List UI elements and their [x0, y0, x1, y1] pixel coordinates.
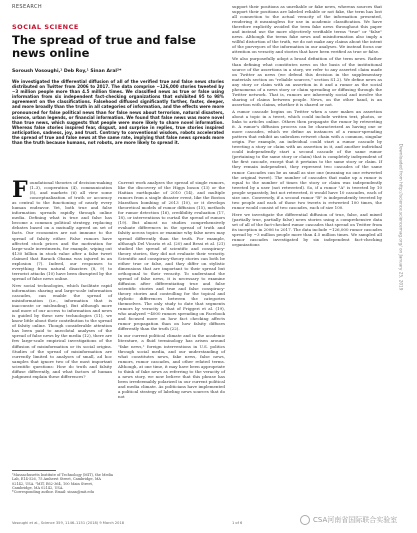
body-paragraph: New social technologies, which facilitate rapid information sharing and large-scale information cascades, can enable the spread of misinformation (i.e., information that is inaccurate or misleading). But although more and more of our access to information and news is guided by these new technologies (11), we know little about their contribution to the spread of falsity online. Though considerable attention has been paid to anecdotal analyses of the spread of false news by the media (12), there are few large-scale empirical investigations of the diffusion of misinformation or its social origins. Studies of the spread of misinformation are currently limited to analyses of small, ad hoc samples that ignore two of the most important scientific questions: How do truth and falsity diffuse differently, and what factors of human judgment explain these differences? — [12, 282, 112, 379]
author-affiliations — [12, 473, 114, 494]
abstract: We investigated the differential diffusion of all of the verified true and false news stories distributed on Twitter from 2006 to 2017. The data comprise ~126,000 stories tweeted by ~3 million people more than 4.5 million times. We classified news as true or false using information from six independent fact-checking organizations that exhibited 95 to 98% agreement on the classifications. Falsehood diffused significantly farther, faster, deeper, and more broadly than the truth in all categories of information, and the effects were more pronounced for false political news than for false news about terrorism, natural disasters, science, urban legends, or financial information. We found that false news was more novel than true news, which suggests that people were more likely to share novel information. Whereas false stories inspired fear, disgust, and surprise in replies, true stories inspired anticipation, sadness, joy, and trust. Contrary to conventional wisdom, robots accelerated the spread of true and false news at the same rate, implying that false news spreads more than the truth because humans, not robots, are more likely to spread it. — [12, 79, 224, 146]
body-text: oundational theories of decision-making (1–3), cooperation (4), communication (5), and markets (6) all view some conceptualization of truth or accuracy as central to the functioning of nearly every human endeavor. Yet, both true and false information spreads rapidly through online media. Defining what is true and false has become a common political strategy, replacing debates based on a mutually agreed on set of facts. Our economies are not immune to the spread of falsity either. False rumors have affected stock prices and the motivation for large-scale investments, for example, wiping out $130 billion in stock value after a false tweet claimed that Barack Obama was injured in an explosion (7). Indeed, our responses to everything from natural disasters (8, 9) to terrorist attacks (10) have been disrupted by the spread of false news online. — [12, 180, 112, 281]
footnote-divider — [12, 470, 56, 471]
download-stamp-text: Downloaded from http://science.sciencemag.org/ on January 25, 2019 — [398, 143, 404, 291]
body-paragraph: In our current political climate and in the academic literature, a fluid terminology has arisen around "fake news," foreign interventions in U.S. politics through social media, and our understanding of what constitutes news, fake news, false news, rumors, rumor cascades, and other related terms. Although, at one time, it may have been appropriate to think of fake news as referring to the veracity of a news story, we now believe that this phrase has been irredeemably polarized in our current political and media climate. As politicians have implemented a political strategy of labeling news sources that do not — [118, 333, 225, 399]
body-paragraph: Current work analyzes the spread of single rumors, like the discovery of the Higgs boson (13) or the Haitian earthquake of 2010 (14), and multiple rumors from a single disaster event, like the Boston Marathon bombing of 2013 (10), or it develops theoretical models of rumor diffusion (15), methods for rumor detection (16), credibility evaluation (17, 18), or interventions to curtail the spread of rumors (19). But almost no studies comprehensively evaluate differences in the spread of truth and falsity across topics or examine why false news may spread differently than the truth. For example, although Del Vicario et al. (20) and Bessi et al. (21) studied the spread of scientific and conspiracy-theory stories, they did not evaluate their veracity. Scientific and conspiracy-theory stories can both be either true or false, and they differ on stylistic dimensions that are important to their spread but orthogonal to their veracity. To understand the spread of false news, it is necessary to examine diffusion after differentiating true and false scientific stories and true and false conspiracy-theory stories and controlling for the topical and stylistic differences between the categories themselves. The only study to date that segments rumors by veracity is that of Friggeri et al. (19), who analyzed ~4000 rumors spreading on Facebook and focused more on how fact checking affects rumor propagation than on how falsity diffuses differently than the truth (22). — [118, 180, 225, 332]
body-paragraph — [12, 177, 112, 281]
watermark — [300, 515, 397, 525]
body-column-3 — [232, 4, 382, 249]
corresponding-author: *Corresponding author. Email: sinan@mit.edu — [12, 490, 94, 495]
body-column-2 — [118, 180, 225, 401]
body-paragraph: Here we investigate the differential diffusion of true, false, and mixed (partially true, partially false) news stories using a comprehensive data set of all of the fact-checked rumor cascades that spread on Twitter from its inception in 2006 to 2017. The data include ~126,000 rumor cascades spread by ~3 million people more than 4.5 million times. We sampled all rumor cascades investigated by six independent fact-checking organizations — [232, 211, 382, 248]
affiliation-text: ¹Massachusetts Institute of Technology (MIT), the Media Lab, E14-526, 75 Amherst Street, Cambridge, MA 02142, USA. ²MIT, E62-364, 100 Main Street, Cambridge, MA 02142, USA. — [12, 473, 114, 490]
watermark-text: CSA河南省国际联合实验室 — [313, 516, 398, 524]
download-stamp — [397, 12, 405, 422]
body-paragraph: We also purposefully adopt a broad definition of the term news. Rather than defining what constitutes news on the basis of the institutional source of the assertions in a story, we refer to any asserted claim made on Twitter as news (we defend this decision in the supplementary materials section on "reliable sources," section S1.2). We define news as any story or claim with an assertion in it and a rumor as the social phenomena of a news story or claim spreading or diffusing through the Twitter network. That is, rumors are inherently social and involve the sharing of claims between people. News, on the other hand, is an assertion with claims, whether it is shared or not. — [232, 56, 382, 107]
body-paragraph: support their positions as unreliable or fake news, whereas sources that support their positions are labeled reliable or not fake, the term has lost all connection to the actual veracity of the information presented, rendering it meaningless for use in academic classification. We have therefore explicitly avoided the term fake news throughout this paper and instead use the more objectively verifiable terms "true" or "false" news. Although the terms fake news and misinformation also imply a willful distortion of the truth, we do not make any claims about the intent of the purveyors of the information in our analyses. We instead focus our attention on veracity and stories that have been verified as true or false. — [232, 4, 382, 55]
author-list: Soroush Vosoughi,¹ Deb Roy,¹ Sinan Aral²* — [12, 69, 122, 74]
research-label: RESEARCH — [12, 4, 43, 10]
body-paragraph: A rumor cascade begins on Twitter when a user makes an assertion about a topic in a tweet, which could include written text, photos, or links to articles online. Others then propagate the rumor by retweeting it. A rumor's diffusion process can be characterized as having one or more cascades, which we define as instances of a rumor-spreading pattern that exhibit an unbroken retweet chain with a common, singular origin. For example, an individual could start a rumor cascade by tweeting a story or claim with an assertion in it, and another individual could independently start a second cascade of the same rumor (pertaining to the same story or claim) that is completely independent of the first cascade, except that it pertains to the same story or claim. If they remain independent, they represent two cascades of the same rumor. Cascades can be as small as size one (meaning no one retweeted the original tweet). The number of cascades that make up a rumor is equal to the number of times the story or claim was independently tweeted by a user (not retweeted). So, if a rumor "A" is tweeted by 10 people separately, but not retweeted, it would have 10 cascades, each of size one. Conversely, if a second rumor "B" is independently tweeted by two people and each of those two tweets is retweeted 100 times, the rumor would consist of two cascades, each of size 100. — [232, 108, 382, 210]
watermark-logo-icon — [300, 515, 310, 525]
page-number: 1 of 6 — [232, 521, 243, 525]
drop-cap: F — [12, 177, 28, 203]
paper-title: The spread of true and false news online — [12, 33, 196, 60]
body-column-1 — [12, 177, 112, 381]
section-label: SOCIAL SCIENCE — [12, 23, 79, 31]
citation-footer: Vosoughi et al., Science 359, 1146–1151 (2018) 9 March 2018 — [12, 521, 125, 525]
